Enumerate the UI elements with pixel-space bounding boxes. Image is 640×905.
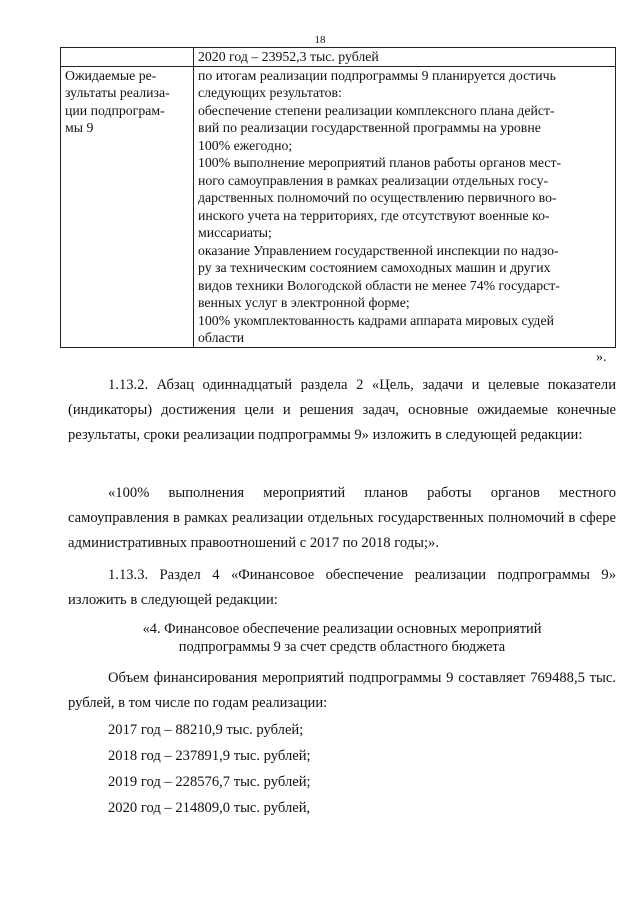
- result-line: ру за техническим состоянием самоходных машин и других: [198, 260, 551, 275]
- paragraph-text: «100% выполнения мероприятий планов работы органов местного самоуправления в рамках реализации отдельных государственных полномочий в сфере административных правоотношений с 2017 по 2018 годы;».: [68, 485, 616, 551]
- funding-year-item: 2017 год – 88210,9 тыс. рублей;: [108, 722, 304, 738]
- label-line: зультаты реализа-: [65, 85, 170, 100]
- funding-year-item: 2019 год – 228576,7 тыс. рублей;: [108, 774, 311, 790]
- funding-by-year-list: [108, 718, 311, 822]
- table-cell-empty: [61, 48, 194, 67]
- funding-2020-cell: 2020 год – 23952,3 тыс. рублей: [194, 48, 616, 67]
- funding-year-item: 2018 год – 237891,9 тыс. рублей;: [108, 748, 311, 764]
- result-line: ного самоуправления в рамках реализации отдельных госу-: [198, 172, 549, 188]
- result-line: оказание Управлением государственной инспекции по надзо-: [198, 242, 559, 258]
- result-line: по итогам реализации подпрограммы 9 планируется достичь: [198, 67, 556, 83]
- expected-results-label-cell: [61, 66, 194, 347]
- table-row: [61, 48, 616, 67]
- funding-year-item: 2020 год – 214809,0 тыс. рублей,: [108, 800, 311, 816]
- paragraph-quoted-amendment: [68, 481, 616, 556]
- paragraph-1-13-2: [68, 373, 616, 448]
- result-line: видов техники Вологодской области не менее 74% государст-: [198, 277, 560, 293]
- result-line: 100% ежегодно;: [198, 137, 293, 153]
- result-line: 100% укомплектованность кадрами аппарата мировых судей: [198, 312, 554, 328]
- table-row: [61, 66, 616, 347]
- result-line: миссариаты;: [198, 225, 272, 240]
- subprogram-passport-table: [60, 47, 616, 348]
- section-heading-line: «4. Финансовое обеспечение реализации основных мероприятий: [142, 621, 542, 637]
- result-line: вий по реализации государственной программы на уровне: [198, 120, 541, 135]
- paragraph-text: Объем финансирования мероприятий подпрограммы 9 составляет 769488,5 тыс. рублей, в том числе по годам реализации:: [68, 670, 616, 711]
- result-line: инского учета на территориях, где отсутствуют военные ко-: [198, 207, 550, 223]
- result-line: обеспечение степени реализации комплексного плана дейст-: [198, 102, 555, 118]
- label-line: мы 9: [65, 120, 94, 135]
- expected-results-cell: [194, 66, 616, 347]
- section-heading-line: подпрограммы 9 за счет средств областного бюджета: [178, 639, 506, 655]
- label-line: Ожидаемые ре-: [65, 67, 157, 83]
- result-line: области: [198, 330, 245, 345]
- paragraph-1-13-3: [68, 563, 616, 613]
- section-heading: [68, 620, 616, 656]
- paragraph-text: 1.13.2. Абзац одиннадцатый раздела 2 «Цель, задачи и целевые показатели (индикаторы) достижения цели и решения задач, основные ожидаемые конечные результаты, сроки реализации подпрограммы 9» изложить в следующей редакции:: [68, 377, 616, 443]
- label-line: ции подпрограм-: [65, 102, 165, 118]
- paragraph-text: 1.13.3. Раздел 4 «Финансовое обеспечение реализации подпрограммы 9» изложить в следующей редакции:: [68, 567, 616, 608]
- result-line: следующих результатов:: [198, 85, 342, 100]
- result-line: дарственных полномочий по осуществлению первичного во-: [198, 190, 557, 205]
- result-line: 100% выполнение мероприятий планов работы органов мест-: [198, 155, 562, 170]
- result-line: венных услуг в электронной форме;: [198, 295, 410, 310]
- closing-quote: ».: [596, 350, 607, 365]
- paragraph-funding-volume: [68, 666, 616, 716]
- page-number: 18: [314, 34, 326, 46]
